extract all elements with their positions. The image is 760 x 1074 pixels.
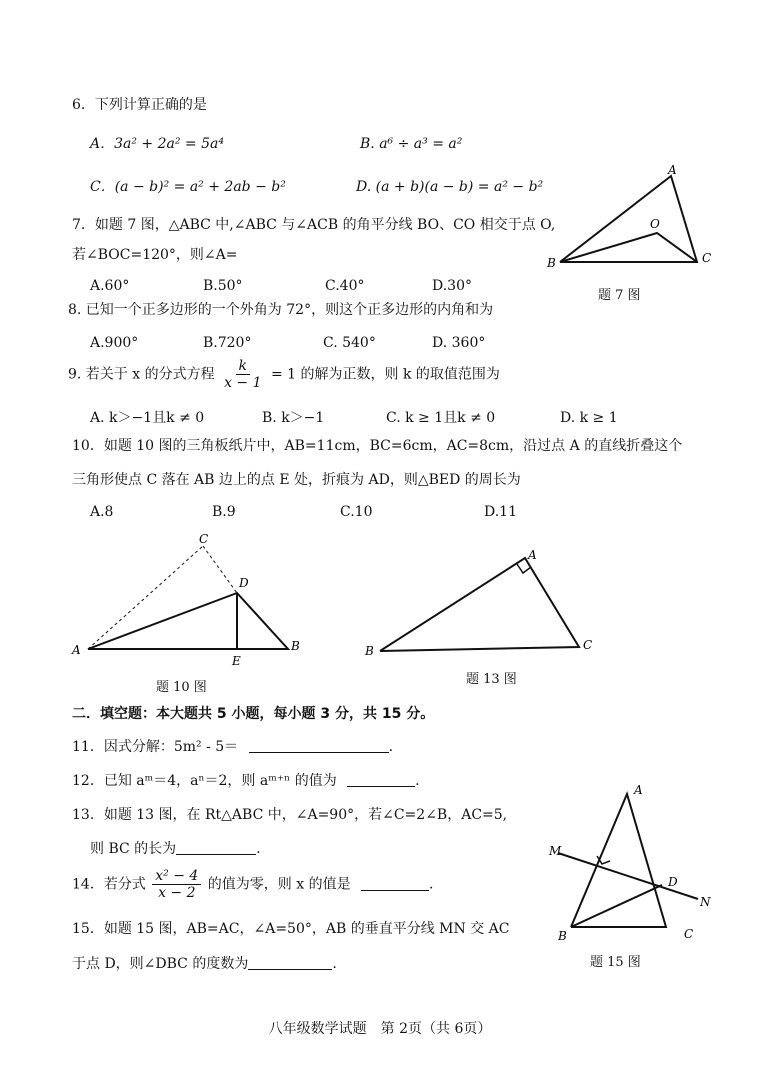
- figure-15: [540, 780, 720, 950]
- q11-answer-blank[interactable]: [249, 738, 389, 753]
- fig7-triangle: [560, 176, 697, 262]
- q15-answer-blank[interactable]: [248, 955, 332, 970]
- fig10-caption: 题 10 图: [156, 680, 207, 695]
- q15-line2: [72, 955, 337, 973]
- q10-option-d: D.11: [484, 504, 517, 520]
- fig7-label-a: A: [668, 163, 677, 177]
- q7-option-d: D.30°: [432, 278, 472, 294]
- fig10-dashed-ac: [88, 546, 203, 649]
- q10-line2: 三角形使点 C 落在 AB 边上的点 E 处，折痕为 AD，则△BED 的周长为: [72, 472, 521, 488]
- fig15-bd: [571, 885, 662, 927]
- fig15-label-d: D: [668, 875, 678, 889]
- fig13-label-a: A: [528, 548, 537, 562]
- fig15-label-b: B: [558, 929, 567, 943]
- q9-pre: 9. 若关于 x 的分式方程: [68, 366, 215, 383]
- fig15-label-c: C: [684, 927, 694, 941]
- q11: [72, 738, 393, 756]
- fig15-caption: 题 15 图: [590, 955, 641, 970]
- fig10-label-c: C: [199, 532, 209, 546]
- q10-option-a: A.8: [90, 504, 114, 520]
- figure-7: [540, 160, 720, 280]
- q6-option-b: B. a⁶ ÷ a³ = a²: [360, 136, 463, 152]
- q13-line2-text: 则 BC 的长为: [90, 841, 177, 857]
- q10-line1: 10．如题 10 图的三角板纸片中，AB=11cm，BC=6cm，AC=8cm，沿过点 A 的直线折叠这个: [72, 438, 683, 454]
- q6-option-d: D. (a + b)(a − b) = a² − b²: [356, 179, 544, 195]
- q8-option-c: C. 540°: [323, 335, 376, 351]
- q9-frac-num: k: [236, 358, 250, 375]
- q14: [72, 868, 433, 901]
- q9-frac-den: x − 1: [224, 375, 262, 391]
- q12-text: 12．已知 aᵐ＝4，aⁿ＝2，则 aᵐ⁺ⁿ 的值为: [72, 773, 337, 789]
- q9-fraction: [221, 358, 264, 391]
- fig15-label-n: N: [700, 895, 711, 909]
- q15-line1: 15．如题 15 图，AB=AC，∠A=50°，AB 的垂直平分线 MN 交 AC: [72, 921, 510, 937]
- q9-option-a: A. k＞−1且k ≠ 0: [90, 410, 205, 426]
- q12: [72, 772, 420, 790]
- q11-text: 11．因式分解：5m² - 5＝: [72, 739, 239, 755]
- q14-answer-blank[interactable]: [361, 876, 429, 891]
- fig10-dashed-cd: [203, 546, 237, 593]
- fig7-label-b: B: [547, 256, 556, 270]
- q11-end: .: [388, 739, 394, 755]
- q13-line1: 13．如题 13 图，在 Rt△ABC 中，∠A=90°，若∠C=2∠B，AC=5,: [72, 807, 508, 823]
- fig10-triangle-abd: [88, 593, 288, 649]
- fig10-label-e: E: [232, 654, 241, 668]
- q9-option-c: C. k ≥ 1且k ≠ 0: [386, 410, 496, 426]
- q14-pre: 14．若分式: [72, 876, 146, 893]
- section-2-heading: 二．填空题：本大题共 5 小题，每小题 3 分，共 15 分。: [72, 706, 435, 722]
- fig13-label-c: C: [583, 638, 593, 652]
- fig13-label-b: B: [365, 644, 374, 658]
- fig15-triangle: [571, 794, 666, 927]
- q13-end: .: [256, 841, 261, 857]
- q9-option-d: D. k ≥ 1: [560, 410, 618, 426]
- q14-end: .: [429, 876, 434, 893]
- page-footer: 八年级数学试题 第 2页（共 6页）: [268, 1021, 492, 1037]
- q14-frac-num: x² − 4: [152, 868, 201, 885]
- q7-line1: 7．如题 7 图，△ABC 中,∠ABC 与∠ACB 的角平分线 BO、CO 相交于点 O,: [72, 217, 556, 233]
- q14-post: 的值为零，则 x 的值是: [207, 876, 351, 893]
- fig13-caption: 题 13 图: [466, 672, 517, 687]
- q12-end: .: [415, 773, 420, 789]
- q13-line2: [90, 840, 261, 858]
- q14-frac-den: x − 2: [158, 885, 196, 901]
- q6-option-a: A．3a² + 2a² = 5a⁴: [90, 136, 224, 152]
- q8-option-d: D. 360°: [432, 335, 486, 351]
- fig10-label-d: D: [239, 576, 249, 590]
- fig7-caption: 题 7 图: [598, 288, 641, 303]
- q9-post: = 1 的解为正数，则 k 的取值范围为: [270, 366, 500, 383]
- q15-end: .: [332, 956, 337, 972]
- fig15-label-a: A: [634, 783, 643, 797]
- q8-option-b: B.720°: [203, 335, 252, 351]
- q10-option-c: C.10: [340, 504, 373, 520]
- q6-option-c: C．(a − b)² = a² + 2ab − b²: [90, 179, 286, 195]
- fig10-label-b: B: [291, 639, 300, 653]
- fig13-triangle: [380, 558, 579, 651]
- fig7-label-o: O: [650, 217, 660, 231]
- q7-option-c: C.40°: [325, 278, 365, 294]
- q15-line2-text: 于点 D，则∠DBC 的度数为: [72, 956, 249, 972]
- q9-option-b: B. k＞−1: [262, 410, 325, 426]
- fig15-label-m: M: [549, 844, 562, 858]
- fig10-label-a: A: [72, 643, 81, 657]
- q12-answer-blank[interactable]: [347, 772, 415, 787]
- q7-option-b: B.50°: [203, 278, 243, 294]
- q6-stem: 6．下列计算正确的是: [72, 97, 207, 113]
- q9-stem: [68, 358, 500, 391]
- q8-option-a: A.900°: [90, 335, 139, 351]
- q14-fraction: [152, 868, 201, 901]
- q8-stem: 8. 已知一个正多边形的一个外角为 72°，则这个正多边形的内角和为: [68, 302, 494, 318]
- figure-13: [355, 545, 605, 665]
- q7-line2: 若∠BOC=120°，则∠A=: [72, 247, 238, 263]
- q7-option-a: A.60°: [90, 278, 130, 294]
- fig7-label-c: C: [702, 251, 712, 265]
- q13-answer-blank[interactable]: [176, 840, 256, 855]
- q10-option-b: B.9: [212, 504, 236, 520]
- fig7-bisectors: [560, 233, 697, 262]
- figure-10: [66, 530, 316, 670]
